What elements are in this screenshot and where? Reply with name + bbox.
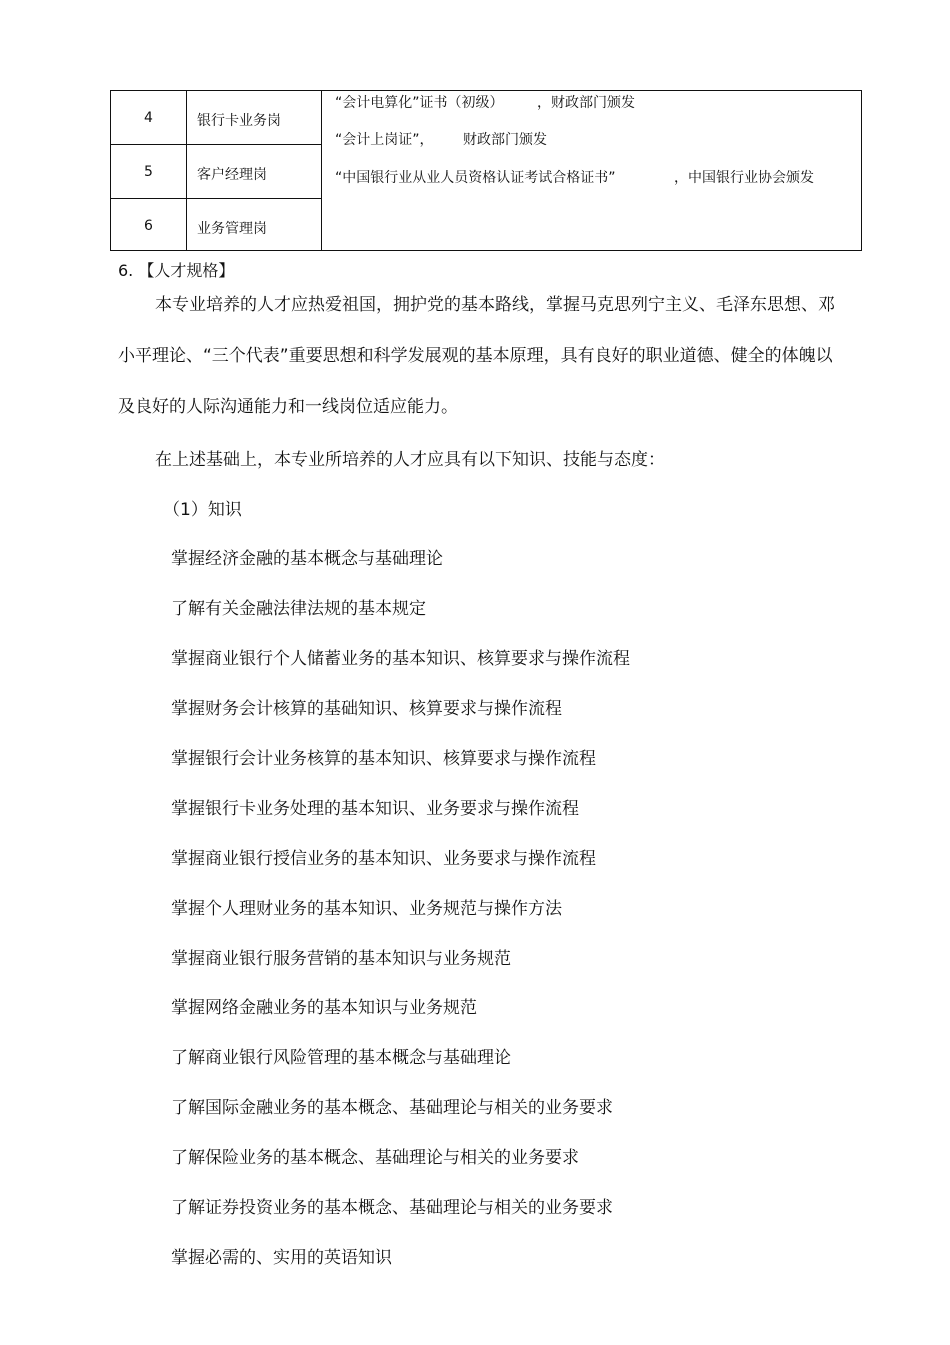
- list-item: 掌握商业银行个人储蓄业务的基本知识、核算要求与操作流程: [171, 649, 630, 669]
- certificate-issuer: ，中国银行业协会颁发: [674, 170, 814, 186]
- position-name: 银行卡业务岗: [197, 113, 281, 129]
- certificate-issuer: 财政部门颁发: [463, 132, 547, 148]
- list-item: 了解保险业务的基本概念、基础理论与相关的业务要求: [171, 1148, 579, 1168]
- list-item: 掌握财务会计核算的基础知识、核算要求与操作流程: [171, 699, 562, 719]
- certificate-name: “会计上岗证”，: [335, 132, 434, 148]
- table-divider: [111, 144, 321, 145]
- knowledge-subheading: （1）知识: [163, 500, 242, 520]
- position-name: 客户经理岗: [197, 167, 267, 183]
- list-item: 了解有关金融法律法规的基本规定: [171, 599, 426, 619]
- list-item: 掌握网络金融业务的基本知识与业务规范: [171, 998, 477, 1018]
- list-item: 掌握银行卡业务处理的基本知识、业务要求与操作流程: [171, 799, 579, 819]
- certificate-issuer: ，财政部门颁发: [537, 95, 635, 111]
- table-divider: [186, 91, 187, 250]
- list-item: 掌握银行会计业务核算的基本知识、核算要求与操作流程: [171, 749, 596, 769]
- positions-certificates-table: [110, 90, 862, 251]
- table-divider: [111, 198, 321, 199]
- certificate-name: “会计电算化”证书（初级）: [335, 95, 504, 111]
- position-name: 业务管理岗: [197, 221, 267, 237]
- list-item: 掌握经济金融的基本概念与基础理论: [171, 549, 443, 569]
- certificate-name: “中国银行业从业人员资格认证考试合格证书”: [335, 170, 616, 186]
- talent-spec-paragraph: 本专业培养的人才应热爱祖国，拥护党的基本路线，掌握马克思列宁主义、毛泽东思想、邓小平理论、“三个代表”重要思想和科学发展观的基本原理，具有良好的职业道德、健全的体魄以及良好的人际沟通能力和一线岗位适应能力。: [118, 295, 835, 417]
- list-item: 掌握个人理财业务的基本知识、业务规范与操作方法: [171, 899, 562, 919]
- list-item: 掌握商业银行服务营销的基本知识与业务规范: [171, 949, 511, 969]
- list-item: 了解证券投资业务的基本概念、基础理论与相关的业务要求: [171, 1198, 613, 1218]
- list-item: 掌握必需的、实用的英语知识: [171, 1248, 392, 1268]
- list-item: 了解商业银行风险管理的基本概念与基础理论: [171, 1048, 511, 1068]
- row-number: 6: [144, 218, 153, 234]
- table-divider: [321, 91, 322, 250]
- intro-paragraph: 在上述基础上，本专业所培养的人才应具有以下知识、技能与态度：: [155, 450, 665, 470]
- list-item: 了解国际金融业务的基本概念、基础理论与相关的业务要求: [171, 1098, 613, 1118]
- row-number: 4: [144, 110, 153, 126]
- row-number: 5: [144, 164, 153, 180]
- list-item: 掌握商业银行授信业务的基本知识、业务要求与操作流程: [171, 849, 596, 869]
- section-heading: 6. 【人才规格】: [118, 261, 235, 280]
